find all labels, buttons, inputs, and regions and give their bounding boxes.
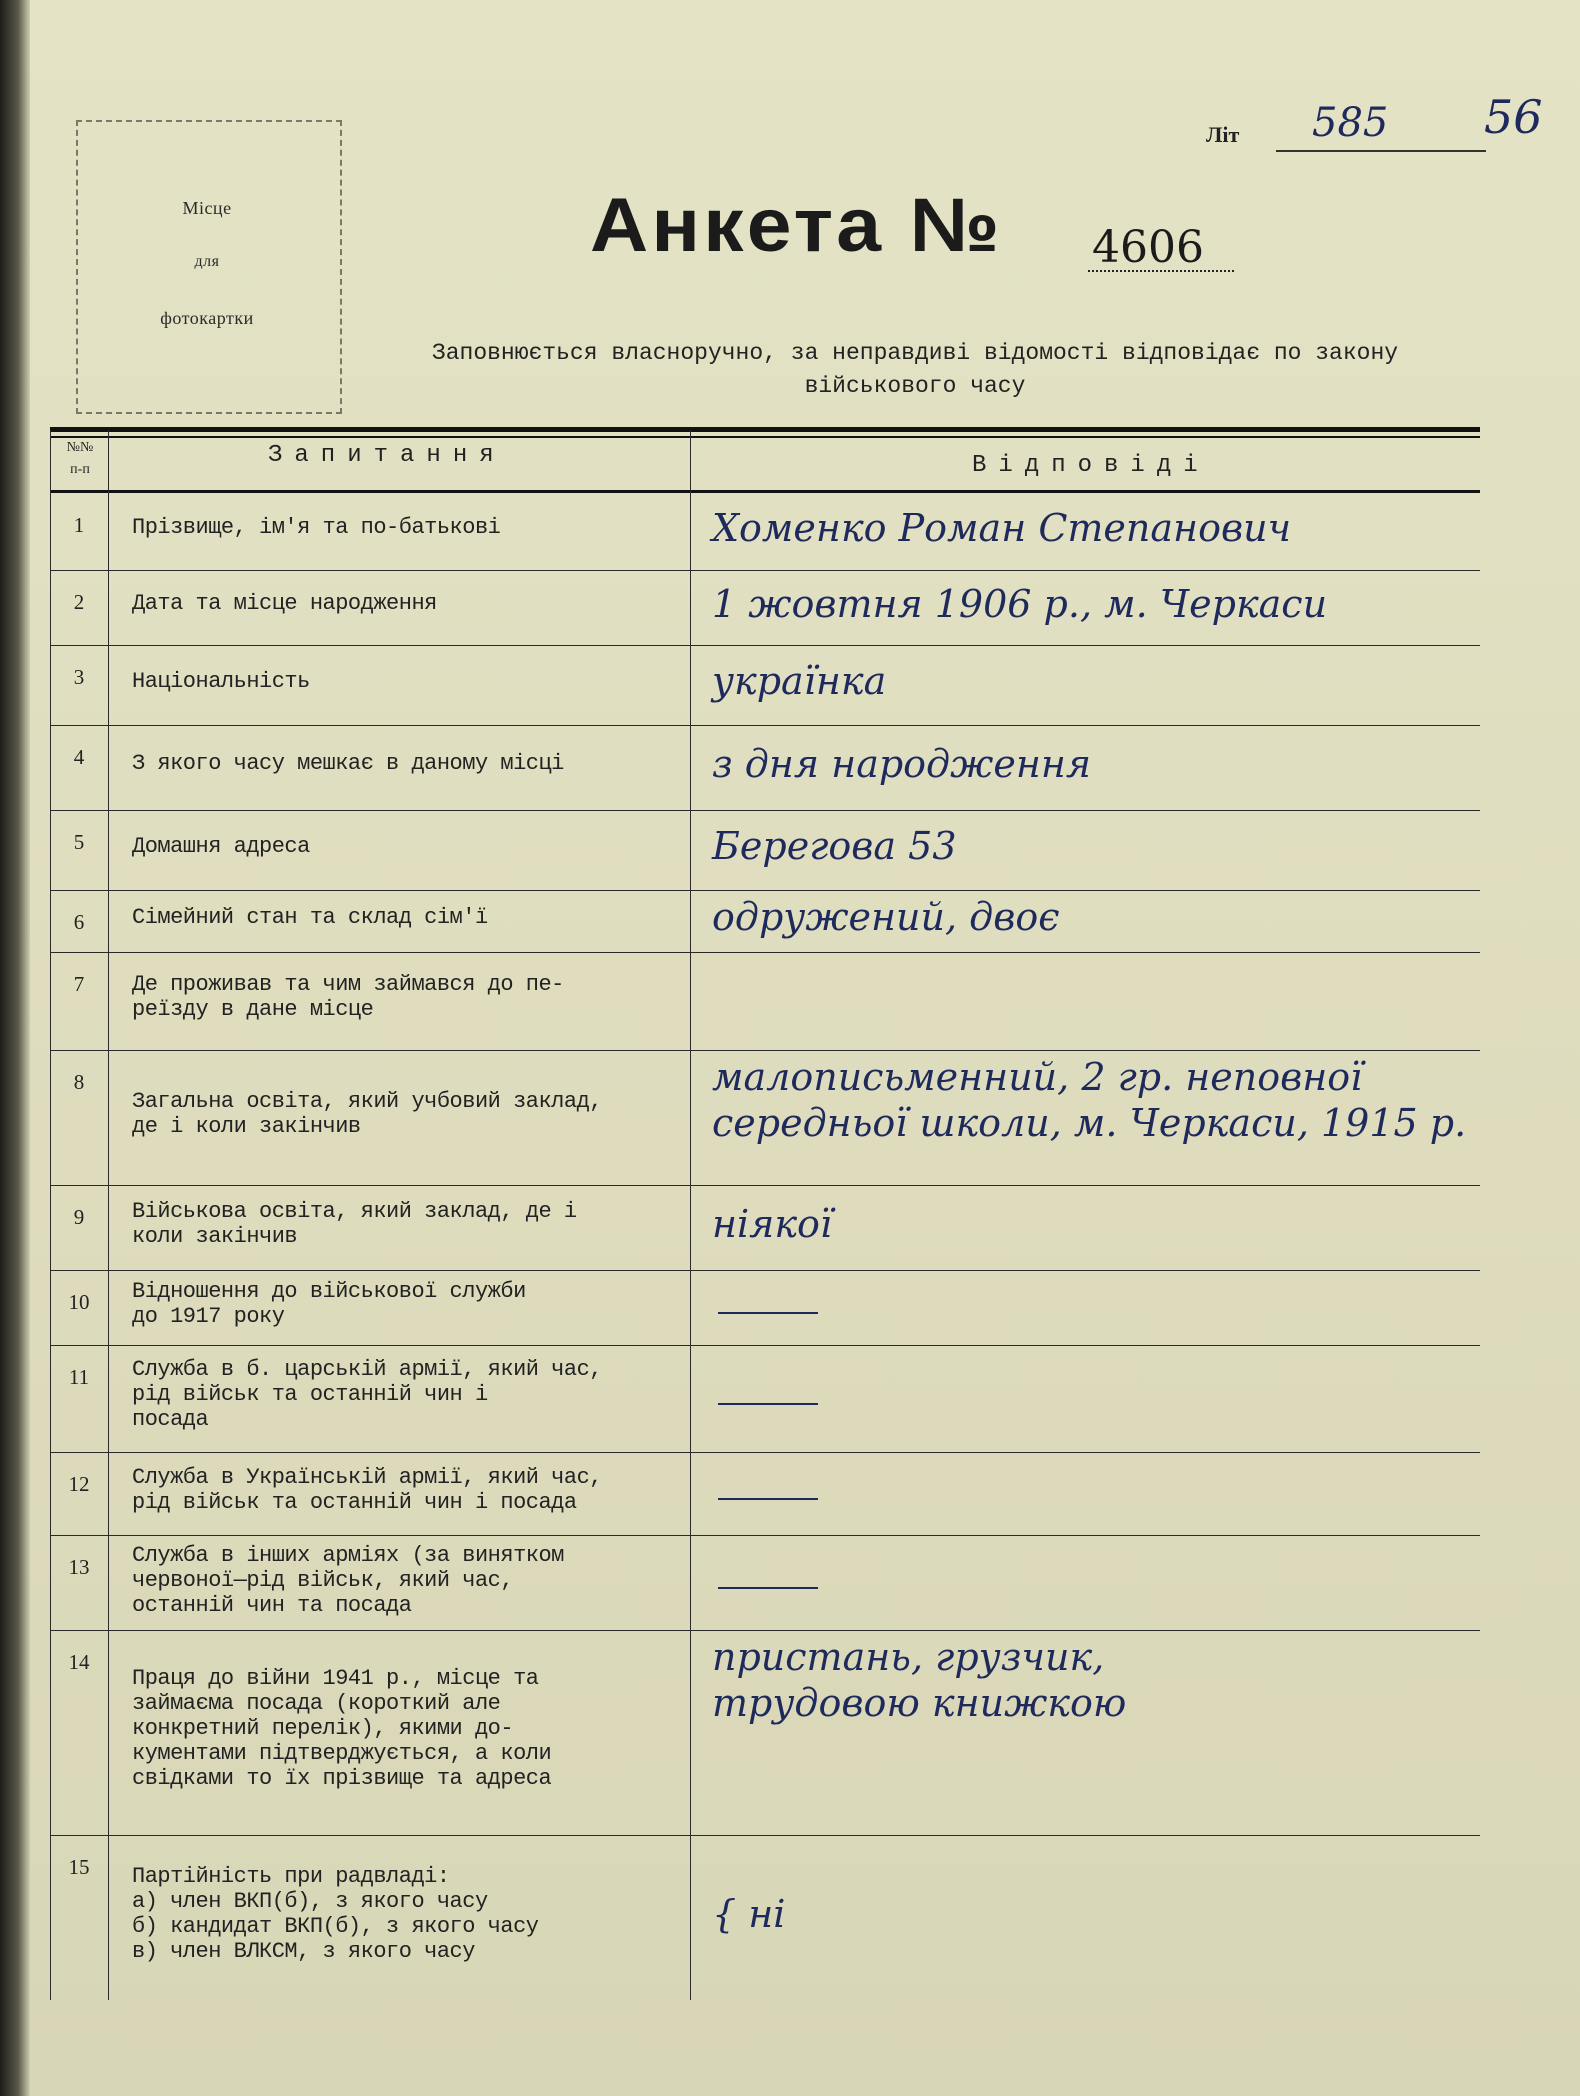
row-number: 14 — [68, 1650, 90, 1674]
answer-dash — [718, 1587, 818, 1589]
question-line: до 1917 року — [132, 1303, 285, 1329]
row-divider — [50, 1535, 1480, 1536]
header-top-rule — [50, 427, 1480, 432]
question-line: останній чин та посада — [132, 1593, 412, 1618]
row-number: 4 — [73, 745, 85, 769]
row-number: 2 — [73, 590, 85, 614]
row-answer: 1 жовтня 1906 р., м. Черкаси — [712, 581, 1328, 626]
row-divider — [50, 645, 1480, 646]
sheet-number: 56 — [1484, 90, 1543, 144]
question-line: Національність — [132, 668, 310, 694]
question-line: Домашня адреса — [132, 833, 310, 859]
question-line: в) член ВЛКСМ, з якого часу — [132, 1938, 475, 1964]
answer-dash — [718, 1312, 818, 1314]
question-line: б) кандидат ВКП(б), з якого часу — [132, 1913, 539, 1939]
anketa-number-line — [1088, 270, 1234, 272]
subtitle-line-2: військового часу — [804, 373, 1026, 399]
row-number: 5 — [73, 830, 85, 854]
photo-label-2: для — [194, 253, 220, 270]
row-answer: трудовою книжкою — [712, 1681, 1127, 1725]
photo-label-3: фотокартки — [160, 308, 254, 328]
subtitle-line-1: Заповнюється власноручно, за неправдиві відомості відповідає по закону — [431, 340, 1399, 366]
question-line: З якого часу мешкає в даному місці — [132, 751, 564, 776]
row-question — [132, 1089, 678, 1139]
question-line: реїзду в дане місце — [132, 997, 374, 1022]
row-question — [132, 515, 678, 540]
header-bottom-rule — [50, 490, 1480, 493]
row-divider — [50, 570, 1480, 571]
question-line: конкретний перелік), якими до- — [132, 1716, 514, 1741]
row-divider — [50, 1185, 1480, 1186]
row-question — [132, 972, 678, 1022]
row-question — [132, 1357, 678, 1432]
question-line: свідками то їх прізвище та адреса — [132, 1766, 552, 1791]
question-line: Служба в інших арміях (за винятком — [132, 1543, 564, 1568]
answer-dash — [718, 1403, 818, 1405]
lit-line — [1276, 150, 1486, 152]
row-number: 10 — [68, 1290, 90, 1314]
lit-label: Літ — [1206, 122, 1240, 147]
question-line: Праця до війни 1941 р., місце та — [132, 1666, 539, 1691]
question-line: Прізвище, ім'я та по-батькові — [132, 515, 501, 540]
row-number: 11 — [68, 1365, 90, 1389]
question-column-header: Запитання — [268, 442, 506, 469]
row-answer: малописьменний, 2 гр. неповної — [712, 1055, 1363, 1099]
question-line: червоної—рід військ, який час, — [132, 1568, 514, 1593]
row-answer: з дня народження — [712, 741, 1092, 786]
row-question — [132, 751, 678, 776]
anketa-number: 4606 — [1092, 222, 1204, 273]
header-top-rule-thin — [50, 436, 1480, 438]
row-question — [132, 591, 678, 616]
answer-column-header: Відповіді — [972, 452, 1210, 479]
question-line: а) член ВКП(б), з якого часу — [132, 1888, 488, 1914]
question-line: Загальна освіта, який учбовий заклад, — [132, 1088, 602, 1114]
binding-shadow — [0, 0, 30, 2096]
row-divider — [50, 725, 1480, 726]
question-line: кументами підтверджується, а коли — [132, 1741, 552, 1766]
row-number: 13 — [68, 1555, 90, 1579]
row-number: 8 — [73, 1070, 85, 1094]
nn-header-1: №№ — [66, 440, 94, 455]
row-question — [132, 1543, 678, 1618]
question-line: Дата та місце народження — [132, 591, 437, 616]
row-divider — [50, 810, 1480, 811]
lit-value: 585 — [1312, 100, 1389, 146]
question-line: Партійність при радвладі: — [132, 1863, 450, 1889]
question-line: коли закінчив — [132, 1223, 298, 1249]
row-number: 1 — [73, 513, 85, 537]
row-divider — [50, 1345, 1480, 1346]
row-answer: ніякої — [712, 1201, 833, 1246]
row-question — [132, 834, 678, 859]
question-line: Сімейний стан та склад сім'ї — [132, 904, 488, 930]
row-number: 15 — [68, 1855, 90, 1879]
row-number: 9 — [73, 1205, 85, 1229]
question-line: де і коли закінчив — [132, 1113, 361, 1139]
nn-header-2: п-п — [70, 462, 90, 477]
row-number: 3 — [73, 665, 85, 689]
num-column-divider — [108, 430, 109, 2000]
row-number: 6 — [73, 910, 85, 934]
row-answer: { ні — [712, 1891, 786, 1936]
question-line: займаєма посада (короткий але — [132, 1691, 501, 1716]
row-answer: середньої школи, м. Черкаси, 1915 р. — [712, 1101, 1467, 1145]
question-line: посада — [132, 1407, 209, 1432]
row-number: 12 — [68, 1472, 90, 1496]
question-line: Служба в б. царській армії, який час, — [132, 1357, 602, 1382]
row-answer: пристань, грузчик, — [712, 1635, 1105, 1679]
row-answer: Берегова 53 — [712, 824, 957, 868]
row-answer: Хоменко Роман Степанович — [712, 505, 1292, 550]
row-divider — [50, 1835, 1480, 1836]
row-divider — [50, 1050, 1480, 1051]
question-line: Відношення до військової служби — [132, 1278, 526, 1304]
row-divider — [50, 1452, 1480, 1453]
row-question — [132, 1199, 678, 1249]
row-number: 7 — [73, 972, 85, 996]
row-question — [132, 1666, 678, 1791]
row-answer: українка — [712, 659, 887, 703]
row-answer: одружений, двоє — [712, 895, 1060, 939]
question-column-divider — [690, 430, 691, 2000]
question-line: рід військ та останній чин і — [132, 1382, 488, 1407]
row-divider — [50, 952, 1480, 953]
row-divider — [50, 890, 1480, 891]
row-question — [132, 1465, 678, 1515]
question-line: рід військ та останній чин і посада — [132, 1489, 577, 1515]
form-title: Анкета № — [590, 183, 1003, 268]
question-line: Служба в Українській армії, який час, — [132, 1464, 602, 1490]
row-question — [132, 1279, 678, 1329]
row-question — [132, 1864, 678, 1964]
table-left-border — [50, 430, 51, 2000]
question-line: Військова освіта, який заклад, де і — [132, 1198, 577, 1224]
row-divider — [50, 1270, 1480, 1271]
row-divider — [50, 1630, 1480, 1631]
row-question — [132, 669, 678, 694]
photo-label-1: Місце — [182, 198, 232, 218]
question-line: Де проживав та чим займався до пе- — [132, 972, 564, 997]
row-question — [132, 905, 678, 930]
answer-dash — [718, 1498, 818, 1500]
